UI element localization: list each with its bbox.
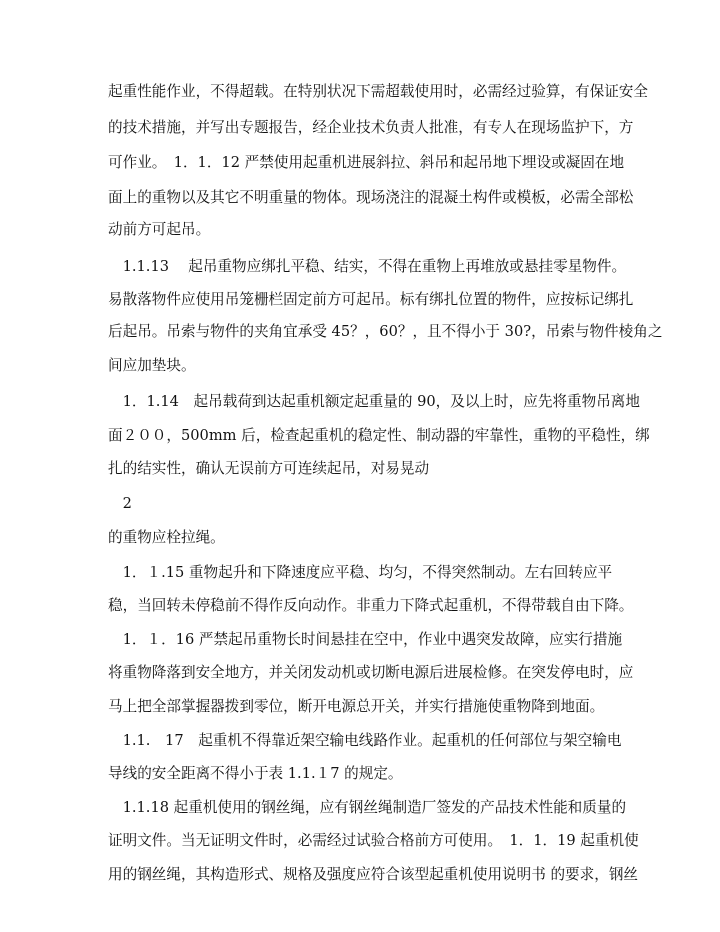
text-line: 动前方可起吊。 (108, 221, 211, 238)
text-line: 的技术措施，并写出专题报告，经企业技术负责人批准，有专人在现场监护下，方 (108, 119, 634, 136)
text-line: 可作业。 1．1．12 严禁使用起重机进展斜拉、斜吊和起吊地下埋设或凝固在地 (108, 154, 625, 171)
text-line: 1.1. 17 起重机不得靠近架空输电线路作业。起重机的任何部位与架空输电 (108, 732, 622, 749)
text-line: 马上把全部掌握器拨到零位，断开电源总开关，并实行措施使重物降到地面。 (108, 698, 605, 715)
text-line: 1.1.18 起重机使用的钢丝绳，应有钢丝绳制造厂签发的产品技术性能和质量的 (108, 799, 627, 816)
text-line: 1．１．16 严禁起吊重物长时间悬挂在空中，作业中遇突发故障，应实行措施 (108, 631, 623, 648)
text-line: 将重物降落到安全地方，并关闭发动机或切断电源后进展检修。在突发停电时，应 (108, 664, 634, 681)
text-line: 后起吊。吊索与物件的夹角宜承受 45？，60？，且不得小于 30?，吊索与物件棱角之 (108, 323, 663, 340)
text-line: 1．1.14 起吊载荷到达起重机额定起重量的 90，及以上时，应先将重物吊离地 (108, 393, 640, 410)
text-line: 1.1.13 起吊重物应绑扎平稳、结实，不得在重物上再堆放或悬挂零星物件。 (108, 258, 627, 275)
text-line: 扎的结实性，确认无误前方可连续起吊，对易晃动 (108, 460, 430, 477)
text-line: 用的钢丝绳，其构造形式、规格及强度应符合该型起重机使用说明书 的要求，钢丝 (108, 866, 639, 883)
text-line: 证明文件。当无证明文件时，必需经过试验合格前方可使用。 1．1．19 起重机使 (108, 832, 639, 849)
text-line: 1．１.15 重物起升和下降速度应平稳、均匀，不得突然制动。左右回转应平 (108, 564, 613, 581)
text-line: 稳，当回转未停稳前不得作反向动作。非重力下降式起重机，不得带载自由下降。 (108, 597, 634, 614)
text-line: 易散落物件应使用吊笼栅栏固定前方可起吊。标有绑扎位置的物件，应按标记绑扎 (108, 291, 634, 308)
text-line: 起重性能作业，不得超载。在特别状况下需超载使用时，必需经过验算，有保证安全 (108, 83, 648, 100)
page-number: 2 (108, 495, 132, 512)
text-line: 导线的安全距离不得小于表 1.1.１7 的规定。 (108, 765, 403, 782)
text-line: 面上的重物以及其它不明重量的物体。现场浇注的混凝土构件或模板，必需全部松 (108, 189, 634, 206)
text-line: 间应加垫块。 (108, 357, 196, 374)
text-line: 的重物应栓拉绳。 (108, 529, 225, 546)
text-line: 面２００，500mm 后，检查起重机的稳定性、制动器的牢靠性，重物的平稳性，绑 (108, 427, 650, 444)
